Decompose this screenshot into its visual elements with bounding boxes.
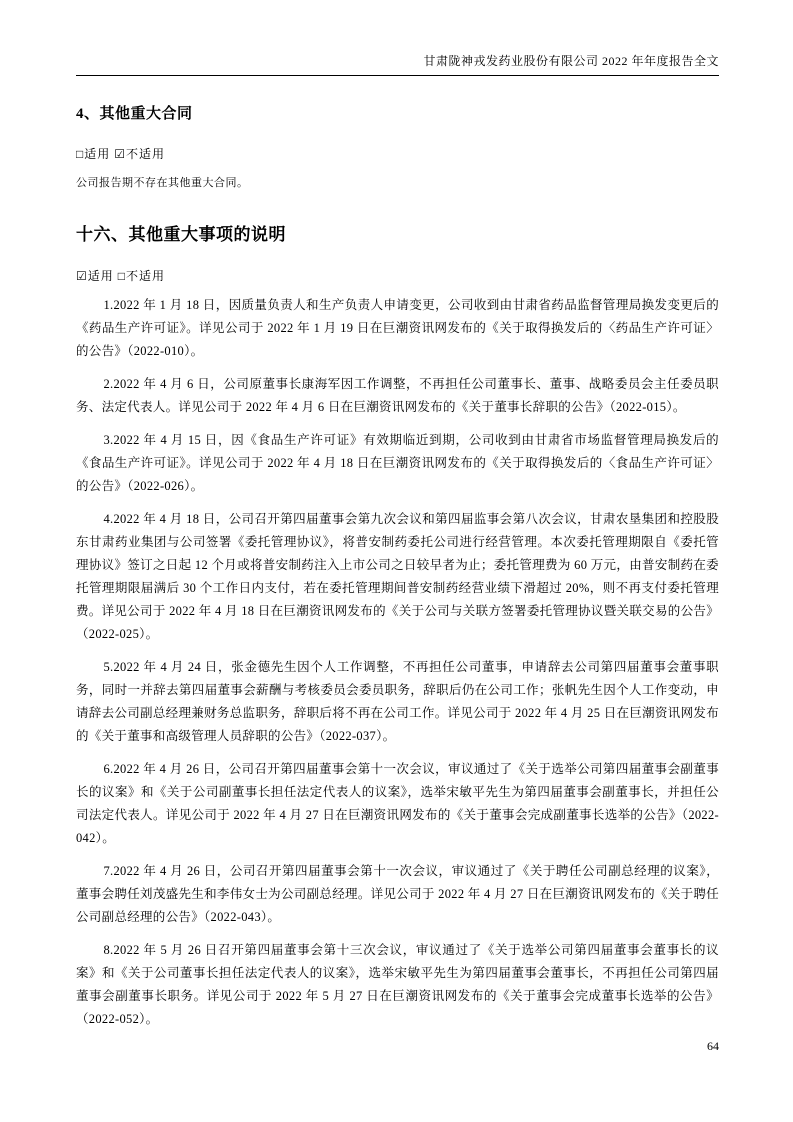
section4-applicability-checkboxes: □适用 ☑不适用 bbox=[76, 147, 166, 161]
paragraph-3: 3.2022 年 4 月 15 日，因《食品生产许可证》有效期临近到期，公司收到由甘肃省市场监督管理局换发后的《食品生产许可证》。详见公司于 2022 年 4 月 18 日在巨潮资讯网发布的《关于取得换发后的〈食品生产许可证〉的公告》（2022-026）。 bbox=[76, 433, 719, 493]
section4-body-text: 公司报告期不存在其他重大合同。 bbox=[76, 177, 249, 189]
paragraph-4: 4.2022 年 4 月 18 日，公司召开第四届董事会第九次会议和第四届监事会第八次会议，甘肃农垦集团和控股股东甘肃药业集团与公司签署《委托管理协议》，将普安制药委托公司进行经营管理。本次委托管理期限自《委托管理协议》签订之日起 12 个月或将普安制药注入上市公司之日较早者为止；委托管理费为 60 万元，由普安制药在委托管理期限届满后 30 个工作日内支付，若在委托管理期间普安制药经营业绩下滑超过 20%，则不再支付委托管理费。详见公司于 2022 年 4 月 18 日在巨潮资讯网发布的《关于公司与关联方签署委托管理协议暨关联交易的公告》（2022-025）。 bbox=[76, 512, 719, 641]
paragraph-6: 6.2022 年 4 月 26 日，公司召开第四届董事会第十一次会议，审议通过了《关于选举公司第四届董事会副董事长的议案》和《关于公司副董事长担任法定代表人的议案》，选举宋敏平先生为第四届董事会副董事长，并担任公司法定代表人。详见公司于 2022 年 4 月 27 日在巨潮资讯网发布的《关于董事会完成副董事长选举的公告》（2022-042）。 bbox=[76, 762, 719, 845]
section16-paragraphs bbox=[76, 294, 719, 1031]
report-header-title: 甘肃陇神戎发药业股份有限公司 2022 年年度报告全文 bbox=[423, 54, 719, 68]
paragraph-8: 8.2022 年 5 月 26 日召开第四届董事会第十三次会议，审议通过了《关于选举公司第四届董事会董事长的议案》和《关于公司董事长担任法定代表人的议案》，选举宋敏平先生为第四届董事会董事长，不再担任公司第四届董事会副董事长职务。详见公司于 2022 年 5 月 27 日在巨潮资讯网发布的《关于董事会完成董事长选举的公告》（2022-052）。 bbox=[76, 943, 719, 1026]
paragraph-2: 2.2022 年 4 月 6 日，公司原董事长康海军因工作调整，不再担任公司董事长、董事、战略委员会主任委员职务、法定代表人。详见公司于 2022 年 4 月 6 日在巨潮资讯网发布的《关于董事长辞职的公告》（2022-015）。 bbox=[76, 377, 719, 414]
page-number: 64 bbox=[707, 1039, 719, 1053]
paragraph-1: 1.2022 年 1 月 18 日，因质量负责人和生产负责人申请变更，公司收到由甘肃省药品监督管理局换发变更后的《药品生产许可证》。详见公司于 2022 年 1 月 19 日在巨潮资讯网发布的《关于取得换发后的〈药品生产许可证〉的公告》（2022-010）。 bbox=[76, 298, 719, 358]
section16-heading: 十六、其他重大事项的说明 bbox=[76, 225, 286, 244]
section4-heading: 4、其他重大合同 bbox=[76, 106, 193, 122]
paragraph-5: 5.2022 年 4 月 24 日，张金德先生因个人工作调整，不再担任公司董事，申请辞去公司第四届董事会董事职务，同时一并辞去第四届董事会薪酬与考核委员会委员职务，辞职后仍在公司工作；张帆先生因个人工作变动，申请辞去公司副总经理兼财务总监职务，辞职后将不再在公司工作。详见公司于 2022 年 4 月 25 日在巨潮资讯网发布的《关于董事和高级管理人员辞职的公告》（2022-037）。 bbox=[76, 660, 719, 743]
paragraph-7: 7.2022 年 4 月 26 日，公司召开第四届董事会第十一次会议，审议通过了《关于聘任公司副总经理的议案》，董事会聘任刘茂盛先生和李伟女士为公司副总经理。详见公司于 2022 年 4 月 27 日在巨潮资讯网发布的《关于聘任公司副总经理的公告》（2022-043）。 bbox=[76, 864, 719, 924]
header-divider bbox=[76, 75, 719, 76]
page-content bbox=[76, 52, 719, 1031]
section16-applicability-checkboxes: ☑适用 □不适用 bbox=[76, 269, 166, 283]
